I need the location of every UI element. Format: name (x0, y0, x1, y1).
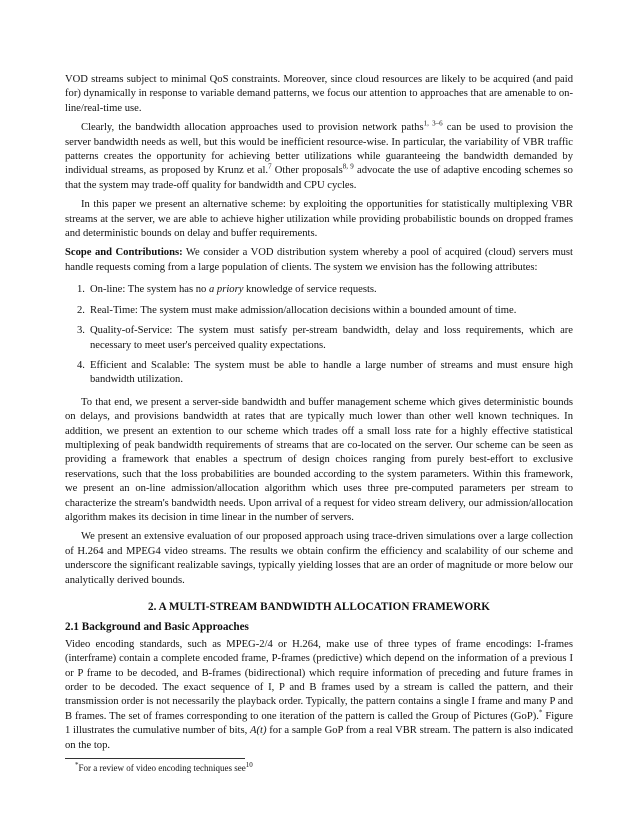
attributes-list (65, 283, 573, 387)
text: We consider a VOD distribution system whereby a pool of acquired (cloud) servers must handle requests coming from a large population of clients. The system we envision has the following attributes: (65, 247, 574, 273)
text: Clearly, the bandwidth allocation approaches used to provision network paths (81, 122, 424, 134)
list-item (65, 359, 573, 388)
text: for a sample GoP from a real VBR stream. The pattern is also indicated on the top. (65, 725, 573, 751)
paper-page (65, 73, 573, 774)
paragraph-bandwidth-allocation (65, 121, 573, 193)
text: Real-Time: The system must make admission/allocation decisions within a bounded amount of time. (90, 304, 517, 316)
citation: 10 (245, 761, 253, 770)
text: Figure 1 illustrates the cumulative number of bits, (65, 710, 573, 737)
text: Quality-of-Service: The system must satisfy per-stream bandwidth, delay and loss requirements, which are necessary to meet user's perceived quality expectations. (90, 325, 573, 351)
subsection-heading: 2.1 Background and Basic Approaches (65, 621, 249, 634)
footnote-mark: * (75, 761, 79, 770)
paragraph-evaluation: We present an extensive evaluation of our proposed approach using trace-driven simulations over a large collection of H.264 and MPEG4 video streams. The results we obtain confirm the efficiency and scalability of our scheme and underscore the significant realizable savings, typically yielding losses that are an order of magnitude or more below our analytically derived bounds. (65, 531, 573, 586)
paragraph-server-side-scheme: To that end, we present a server-side bandwidth and buffer management scheme which gives deterministic bounds on delays, and provisions bandwidth at rates that are typically much lower than other well known techniques. In addition, we present an extention to our scheme which trades off a small loss rate for a highly effective statistical multiplexing of peak bandwidth requirements of streams that are co-located on the server. Our scheme can be seen as providing a framework that enables a spectrum of design choices ranging from purely best-effort to exclusive reservations, such that the loss probabilities are bounded according to the system parameters. Within this framework, we present an on-line admission/allocation algorithm which uses three pre-computed parameters per stream to characterize the stream's bandwidth needs. Upon arrival of a request for video stream delivery, our admission/allocation algorithm makes its decision in time linear in the number of servers. (65, 396, 573, 523)
scope-label: Scope and Contributions: (65, 247, 183, 259)
citation: 7 (268, 162, 272, 171)
footnote-text: For a review of video encoding techniques see (78, 763, 246, 774)
list-item (65, 304, 573, 318)
footnote (65, 762, 573, 774)
paragraph-alternative-scheme: In this paper we present an alternative scheme: by exploiting the opportunities for statistically multiplexing VBR streams at the server, we are able to achieve higher utilization while providing probabilistic bounds on dropped frames and deterministic bounds on delay and buffer requirements. (65, 199, 573, 240)
paragraph-scope (65, 246, 573, 275)
paragraph-intro-continued: VOD streams subject to minimal QoS constraints. Moreover, since cloud resources are likely to be acquired (and paid for) dynamically in response to variable demand patterns, we focus our attention to approaches that are amenable to on-line/real-time use. (65, 74, 573, 114)
list-number: 1. (77, 284, 85, 296)
text: knowledge of service requests. (243, 284, 377, 296)
footnote-mark: * (538, 708, 543, 717)
list-number: 2. (77, 304, 85, 316)
text: Other proposals (271, 165, 343, 177)
list-item (65, 283, 573, 297)
text: Video encoding standards, such as MPEG-2/4 or H.264, make use of three types of frame encodings: I-frames (interframe) contain a complete encoded frame, P-frames (predictive) which depend on the information of a previous I or P frame to be decoded, and B-frames (bidirectional) which require information of preceding and future frames in order to be decoded. The exact sequence of I, P and B frames used by a stream is called the pattern, and their transmission order is not necessarily the playback order. Typically, the pattern contains a single I frame and many P and B frames. The set of frames corresponding to one iteration of the pattern is called the Group of Pictures (GoP). (65, 638, 573, 722)
text: advocate the use of adaptive encoding schemes so that the system may trade-off quality for bandwidth and CPU cycles. (65, 165, 573, 191)
citation: 8, 9 (342, 162, 354, 171)
list-item (65, 324, 573, 353)
math-expression: A(t) (250, 725, 267, 737)
text: can be used to provision the server bandwidth needs as well, but this would be inefficient resource-wise. In particular, the variability of VBR traffic patterns creates the opportunity for achieving better utilizations while guaranteeing the bandwidth demanded by individual streams, as proposed by Krunz et al. (65, 122, 573, 177)
footnote-divider (65, 758, 245, 759)
section-heading: 2. A MULTI-STREAM BANDWIDTH ALLOCATION FRAMEWORK (148, 601, 490, 613)
list-number: 4. (77, 359, 85, 371)
text: Efficient and Scalable: The system must be able to handle a large number of streams and must ensure high bandwidth utilization. (90, 359, 573, 386)
paragraph-video-encoding (65, 638, 573, 753)
list-number: 3. (77, 325, 85, 337)
text-italic: a priory (208, 284, 244, 296)
citation: 1, 3–6 (423, 119, 443, 128)
text: On-line: The system has no (90, 284, 209, 296)
